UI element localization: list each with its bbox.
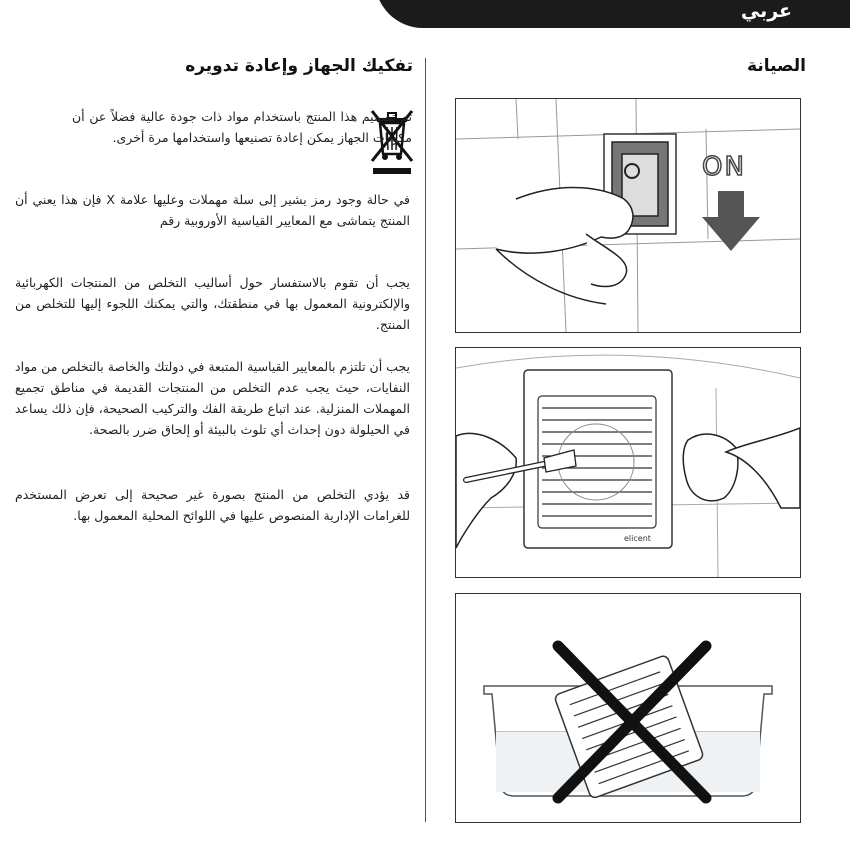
column-divider (425, 58, 426, 822)
paragraph-fines: قد يؤدي التخلص من المنتج بصورة غير صحيحة إلى تعرض المستخدم للغرامات الإدارية المنصوص عليها في اللوائح المحلية المعمول بها. (15, 487, 410, 523)
paragraph-national-standards: يجب أن تلتزم بالمعايير القياسية المتبعة في دولتك والخاصة بالتخلص من مواد النفايات، حيث يجب عدم التخلص من المنتجات القديمة في مناطق تجميع المهملات المنزلية. عند اتباع طريقة الفك والتركيب الصحيحة، فإن ذلك يساعد في الحيلولة دون إحداث أي تلوث بالبيئة أو إلحاق ضرر بالصحة. (15, 359, 410, 437)
disposal-section-title: تفكيك الجهاز وإعادة تدويره (185, 56, 413, 76)
brand-label: elicent (624, 534, 651, 543)
figure-no-water-immersion (455, 593, 801, 823)
maintenance-section-title: الصيانة (747, 56, 806, 76)
paragraph-disposal-methods: يجب أن تقوم بالاستفسار حول أساليب التخلص من المنتجات الكهربائية والإلكترونية المعمول بها في منطقتك، والتي يمكنك اللجوء إليها للتخلص من المنتج. (15, 275, 410, 332)
paragraph-weee: في حالة وجود رمز يشير إلى سلة مهملات وعليها علامة X فإن هذا يعني أن المنتج يتماشى مع المعايير القياسية الأوروبية رقم (15, 192, 410, 228)
figure-cleaning-fan (455, 347, 801, 578)
figure-switch-off (455, 98, 801, 333)
language-tab-label: عربي (740, 0, 792, 22)
recycle-note: تم تصميم هذا المنتج باستخدام مواد ذات جودة عالية فضلاً عن أن مكونات الجهاز يمكن إعادة تصنيعها واستخدامها مرة أخرى. (72, 109, 412, 145)
switch-on-label: ON (702, 152, 746, 182)
